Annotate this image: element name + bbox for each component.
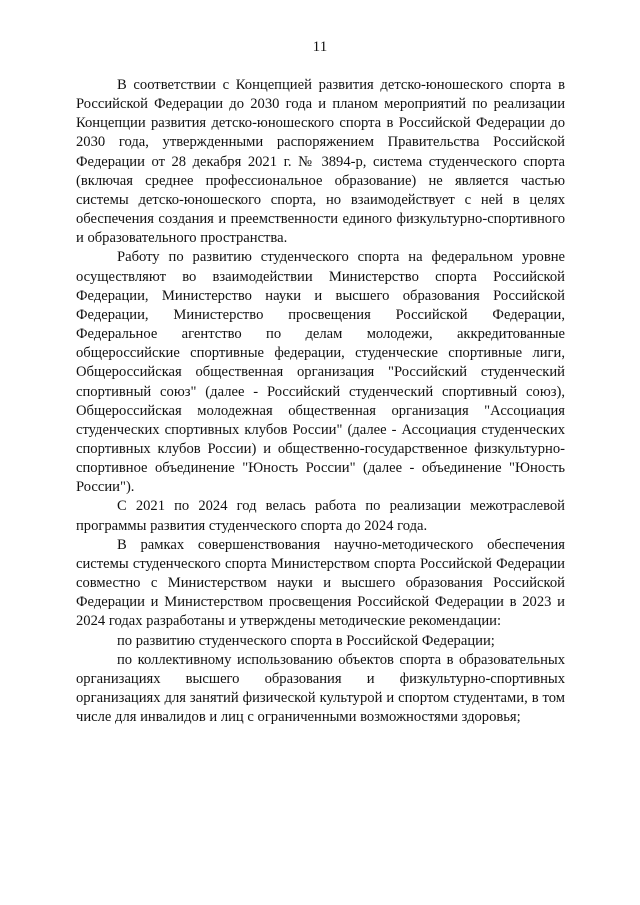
- paragraph-concept: В соответствии с Концепцией развития детско-юношеского спорта в Российской Федерации до 2030 года и планом мероприятий по реализации Концепции развития детско-юношеского спорта в Российской Федерации до 2030 года, утвержденными распоряжением Правительства Российской Федерации от 28 декабря 2021 г. № 3894-р, система студенческого спорта (включая среднее профессиональное образование) не является частью системы детско-юношеского спорта, но взаимодействует с ней в целях обеспечения создания и преемственности единого физкультурно-спортивного и образовательного пространства.: [76, 77, 565, 247]
- list-item-sports-facilities: по коллективному использованию объектов спорта в образовательных организациях высшего образования и физкультурно-спортивных организациях для занятий физической культурой и спортом студентами, в том числе для инвалидов и лиц с ограниченными возможностями здоровья;: [76, 651, 565, 726]
- paragraph-federal-level: Работу по развитию студенческого спорта на федеральном уровне осуществляют во взаимодействии Министерство спорта Российской Федерации, Министерство науки и высшего образования Российской Федерации, Министерство просвещения Российской Федерации, Федеральное агентство по делам молодежи, аккредитованные общероссийские спортивные федерации, студенческие спортивные лиги, Общероссийская общественная организация "Российский студенческий спортивный союз" (далее - Российский студенческий спортивный союз), Общероссийская молодежная общественная организация "Ассоциация студенческих спортивных клубов России" (далее - Ассоциация студенческих спортивных клубов России) и общественно-государственное физкультурно-спортивное объединение "Юность России" (далее - объединение "Юность России").: [76, 249, 565, 496]
- document-body: [76, 76, 565, 727]
- list-item-student-sport-development: по развитию студенческого спорта в Российской Федерации;: [117, 632, 495, 649]
- paragraph-program-2021-2024: С 2021 по 2024 год велась работа по реализации межотраслевой программы развития студенческого спорта до 2024 года.: [76, 498, 565, 534]
- page-number: 11: [312, 39, 328, 55]
- paragraph-methodological-recommendations: В рамках совершенствования научно-методического обеспечения системы студенческого спорта Министерством спорта Российской Федерации совместно с Министерством науки и высшего образования Российской Федерации и Министерством просвещения Российской Федерации в 2023 и 2024 годах разработаны и утверждены методические рекомендации:: [76, 536, 565, 630]
